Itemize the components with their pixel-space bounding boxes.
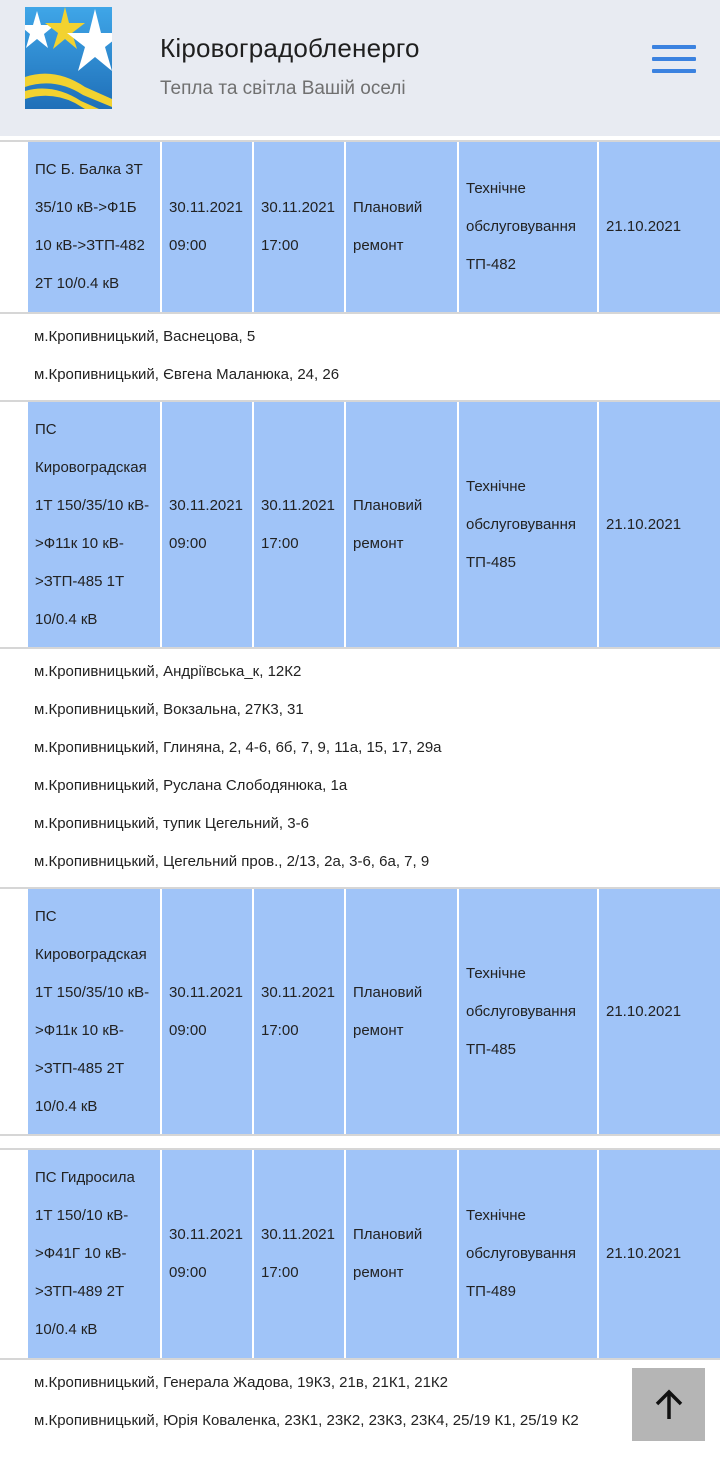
- address-item: м.Кропивницький, Андріївська_к, 12К2: [34, 663, 302, 680]
- end-time: 17:00: [261, 237, 299, 254]
- end-date: 30.11.2021: [261, 199, 335, 216]
- address-item: м.Кропивницький, Руслана Слободянюка, 1а: [34, 777, 348, 794]
- end-cell: [254, 402, 346, 647]
- end-cell: [254, 889, 346, 1134]
- start-date: 30.11.2021: [169, 496, 243, 514]
- logo-icon[interactable]: [25, 7, 112, 109]
- outage-row: [0, 400, 720, 649]
- address-list: [0, 1360, 720, 1446]
- start-cell: [162, 1150, 254, 1358]
- start-cell: [162, 142, 254, 312]
- address-item: м.Кропивницький, Глиняна, 2, 4-6, 6б, 7, 9, 11а, 15, 17, 29а: [34, 739, 442, 756]
- address-list: [0, 314, 720, 400]
- address-item: м.Кропивницький, Юрія Коваленка, 23К1, 23К2, 23К3, 23К4, 25/19 К1, 25/19 К2: [34, 1412, 579, 1429]
- start-time: 09:00: [169, 237, 207, 254]
- address-item: м.Кропивницький, Вокзальна, 27К3, 31: [34, 701, 304, 718]
- start-date: 30.11.2021: [169, 1226, 243, 1243]
- address-item: м.Кропивницький, Генерала Жадова, 19К3, 21в, 21К1, 21К2: [34, 1374, 449, 1391]
- published-cell: 21.10.2021: [599, 402, 720, 647]
- start-date: 30.11.2021: [169, 983, 243, 1001]
- start-cell: [162, 889, 254, 1134]
- end-time: 17:00: [261, 1264, 299, 1281]
- end-date: 30.11.2021: [261, 1226, 335, 1243]
- line-cell: ПС Гидросила 1Т 150/10 кВ->Ф41Г 10 кВ->ЗТП-489 2Т 10/0.4 кВ: [28, 1150, 162, 1358]
- site-title[interactable]: Кіровоградобленерго: [160, 33, 420, 63]
- reason-cell: Технічне обслуговування ТП-489: [459, 1150, 599, 1358]
- start-cell: [162, 402, 254, 647]
- address-item: м.Кропивницький, Васнецова, 5: [34, 328, 256, 345]
- outage-row: [0, 140, 720, 314]
- end-date: 30.11.2021: [261, 496, 335, 514]
- published-cell: 21.10.2021: [599, 889, 720, 1134]
- start-time: 09:00: [169, 1021, 207, 1039]
- published-cell: 21.10.2021: [599, 1150, 720, 1358]
- end-time: 17:00: [261, 1021, 299, 1039]
- published-cell: 21.10.2021: [599, 142, 720, 312]
- outage-row: [0, 1148, 720, 1360]
- start-time: 09:00: [169, 1264, 207, 1281]
- start-time: 09:00: [169, 534, 207, 552]
- reason-cell: Технічне обслуговування ТП-482: [459, 142, 599, 312]
- address-list: [0, 649, 720, 887]
- address-item: м.Кропивницький, тупик Цегельний, 3-6: [34, 815, 309, 832]
- outage-row: [0, 887, 720, 1136]
- site-header: [0, 0, 720, 136]
- hamburger-icon[interactable]: [652, 45, 696, 77]
- type-cell: Плановий ремонт: [346, 402, 459, 647]
- end-cell: [254, 142, 346, 312]
- spacer: [0, 1136, 720, 1148]
- type-cell: Плановий ремонт: [346, 889, 459, 1134]
- end-cell: [254, 1150, 346, 1358]
- line-cell: ПС Б. Балка 3Т 35/10 кВ->Ф1Б 10 кВ->ЗТП-482 2Т 10/0.4 кВ: [28, 142, 162, 312]
- site-subtitle: Тепла та світла Вашій оселі: [160, 78, 406, 99]
- address-item: м.Кропивницький, Цегельний пров., 2/13, 2а, 3-6, 6а, 7, 9: [34, 853, 430, 870]
- start-date: 30.11.2021: [169, 199, 243, 216]
- arrow-up-icon: [652, 1388, 686, 1422]
- type-cell: Плановий ремонт: [346, 142, 459, 312]
- line-cell: ПС Кировоградская 1Т 150/35/10 кВ->Ф11к 10 кВ->ЗТП-485 2Т 10/0.4 кВ: [28, 889, 162, 1134]
- end-date: 30.11.2021: [261, 983, 335, 1001]
- line-cell: ПС Кировоградская 1Т 150/35/10 кВ->Ф11к 10 кВ->ЗТП-485 1Т 10/0.4 кВ: [28, 402, 162, 647]
- address-item: м.Кропивницький, Євгена Маланюка, 24, 26: [34, 366, 340, 383]
- type-cell: Плановий ремонт: [346, 1150, 459, 1358]
- end-time: 17:00: [261, 534, 299, 552]
- outage-list: [0, 140, 720, 1446]
- reason-cell: Технічне обслуговування ТП-485: [459, 402, 599, 647]
- scroll-to-top-button[interactable]: [632, 1368, 705, 1441]
- reason-cell: Технічне обслуговування ТП-485: [459, 889, 599, 1134]
